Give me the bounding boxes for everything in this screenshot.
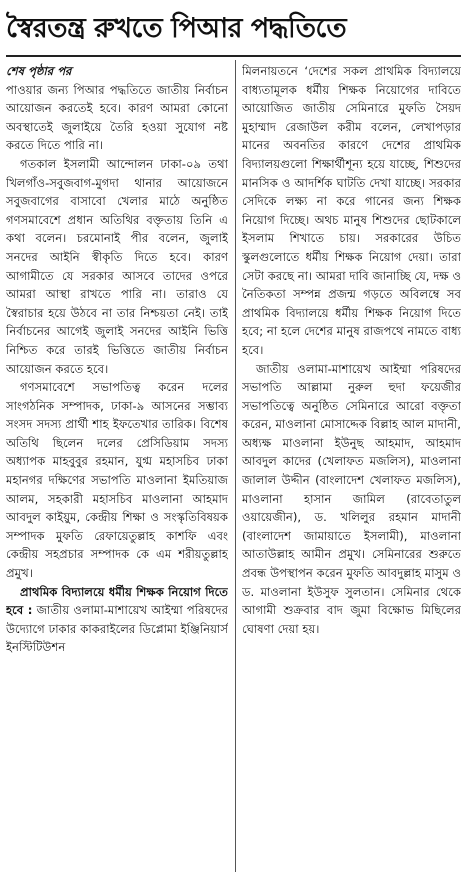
headline: স্বৈরতন্ত্র রুখতে পিআর পদ্ধতিতে: [6, 13, 347, 44]
right-para-2: জাতীয় ওলামা-মাশায়েখ আইম্মা পরিষদের সভাপতি আল্লামা নুরুল হুদা ফয়েজীর সভাপতিত্বে অনুষ্ঠিত সেমিনারে আরো বক্তৃতা করেন, মাওলানা মোসাদ্দেক বিল্লাহ আল মাদানী, অধ্যক্ষ মাওলানা ইউনুছ আহমাদ, আহমাদ আবদুল কাদের (খেলাফত মজলিস), মাওলানা জালাল উদ্দীন (বাংলাদেশ খেলাফত মজলিস), মাওলানা হাসান জামিল (রাবেতাতুল ওয়ায়েজীন), ড. খলিলুর রহমান মাদানী (বাংলাদেশ জামায়াতে ইসলামী), মাওলানা আতাউল্লাহ আমীন প্রমুখ। সেমিনারের শুরুতে প্রবন্ধ উপস্থাপন করেন মুফতি আবদুল্লাহ মাসুম ও ড. মাওলানা ইউসুফ সুলতান। সেমিনার থেকে আগামী শুক্রবার বাদ জুমা বিক্ষোভ মিছিলের ঘোষণা দেয়া হয়।: [242, 361, 461, 636]
left-para-1: [6, 62, 228, 155]
left-column: [6, 62, 228, 874]
left-para-3: গণসমাবেশে সভাপতিত্ব করেন দলের সাংগঠনিক সম্পাদক, ঢাকা-৯ আসনের সম্ভাব্য সংসদ সদস্য প্রার্থী শাহ ইফতেখার তারিক। বিশেষ অতিথি ছিলেন দলের প্রেসিডিয়াম সদস্য অধ্যাপক মাহবুবুর রহমান, যুগ্ম মহাসচিব ঢাকা মহানগর দক্ষিণের সভাপতি মাওলানা ইমতিয়াজ আলম, সহকারী মহাসচিব মাওলানা আহমাদ আবদুল কাইয়ুম, কেন্দ্রীয় শিক্ষা ও সংস্কৃতিবিষয়ক সম্পাদক মুফতি রেফায়েতুল্লাহ কাশফি এবং কেন্দ্রীয় সহপ্রচার সম্পাদক কে এম শরীয়তুল্লাহ প্রমুখ।: [6, 380, 228, 581]
left-para-4-text: জাতীয় ওলামা-মাশায়েখ আইম্মা পরিষদের উদ্যোগে ঢাকার কাকরাইলের ডিপ্লোমা ইঞ্জিনিয়ার্স ইনস্টিটিউশন: [6, 603, 228, 655]
left-para-4: [6, 583, 228, 657]
left-para-1-text: পাওয়ার জন্য পিআর পদ্ধতিতে জাতীয় নির্বাচন আয়োজন করতেই হবে। কারণ আমরা কোনো অবস্থাতেই জুলাইয়ে তৈরি হওয়া সুযোগ নষ্ট করতে দিতে পারি না।: [6, 82, 228, 153]
column-divider: [235, 60, 236, 872]
right-para-1: মিলনায়তনে ‘দেশের সকল প্রাথমিক বিদ্যালয়ে বাধ্যতামূলক ধর্মীয় শিক্ষক নিয়োগের দাবিতে আয়োজিত জাতীয় সেমিনারে মুফতি সৈয়দ মুহাম্মাদ রেজাউল করীম বলেন, লেখাপড়ার মানের অবনতির কারণে দেশের প্রাথমিক বিদ্যালয়গুলো শিক্ষার্থীশূন্য হয়ে যাচ্ছে, শিশুদের মানসিক ও আদর্শিক ঘাটতি দেখা যাচ্ছে। সরকার সেদিকে লক্ষ্য না করে গানের জন্য শিক্ষক নিয়োগ দিচ্ছে। অথচ মানুষ শিশুদের ছোটকালে ইসলাম শিখাতে চায়। সরকারের উচিত স্কুলগুলোতে ধর্মীয় শিক্ষক নিয়োগ দেয়া। তারা সেটা করছে না। আমরা দাবি জানাচ্ছি যে, দক্ষ ও নৈতিকতা সম্পন্ন প্রজন্ম গড়তে অবিলম্বে সব প্রাথমিক বিদ্যালয়ে ধর্মীয় শিক্ষক নিয়োগ দিতে হবে; না হলে দেশের মানুষ রাজপথে নামতে বাধ্য হবে।: [242, 64, 461, 357]
right-column: [242, 62, 461, 874]
left-para-2: গতকাল ইসলামী আন্দোলন ঢাকা-০৯ তথা খিলগাঁও-সবুজবাগ-মুগদা থানার আয়োজনে সবুজবাগের বাসাবো খেলার মাঠে অনুষ্ঠিত গণসমাবেশে প্রধান অতিথির বক্তৃতায় তিনি এ কথা বলেন। চরমোনাই পীর বলেন, জুলাই সনদের আইনি স্বীকৃতি দিতে হবে। কারণ আগামীতে যে সরকার আসবে তাদের ওপরে আমরা আস্থা রাখতে পারি না। তারাও যে স্বৈরাচার হয়ে উঠবে না তার নিশ্চয়তা নেই। তাই নির্বাচনের আগেই জুলাই সনদের আইনি ভিত্তি নিশ্চিত করে তারই ভিত্তিতে জাতীয় নির্বাচন আয়োজন করতে হবে।: [6, 156, 228, 376]
continued-kicker: শেষ পৃষ্ঠার পর: [6, 64, 72, 78]
headline-rule: [6, 55, 461, 57]
subheading: প্রাথমিক বিদ্যালয়ে ধর্মীয় শিক্ষক নিয়োগ দিতে হবে :: [6, 584, 228, 618]
